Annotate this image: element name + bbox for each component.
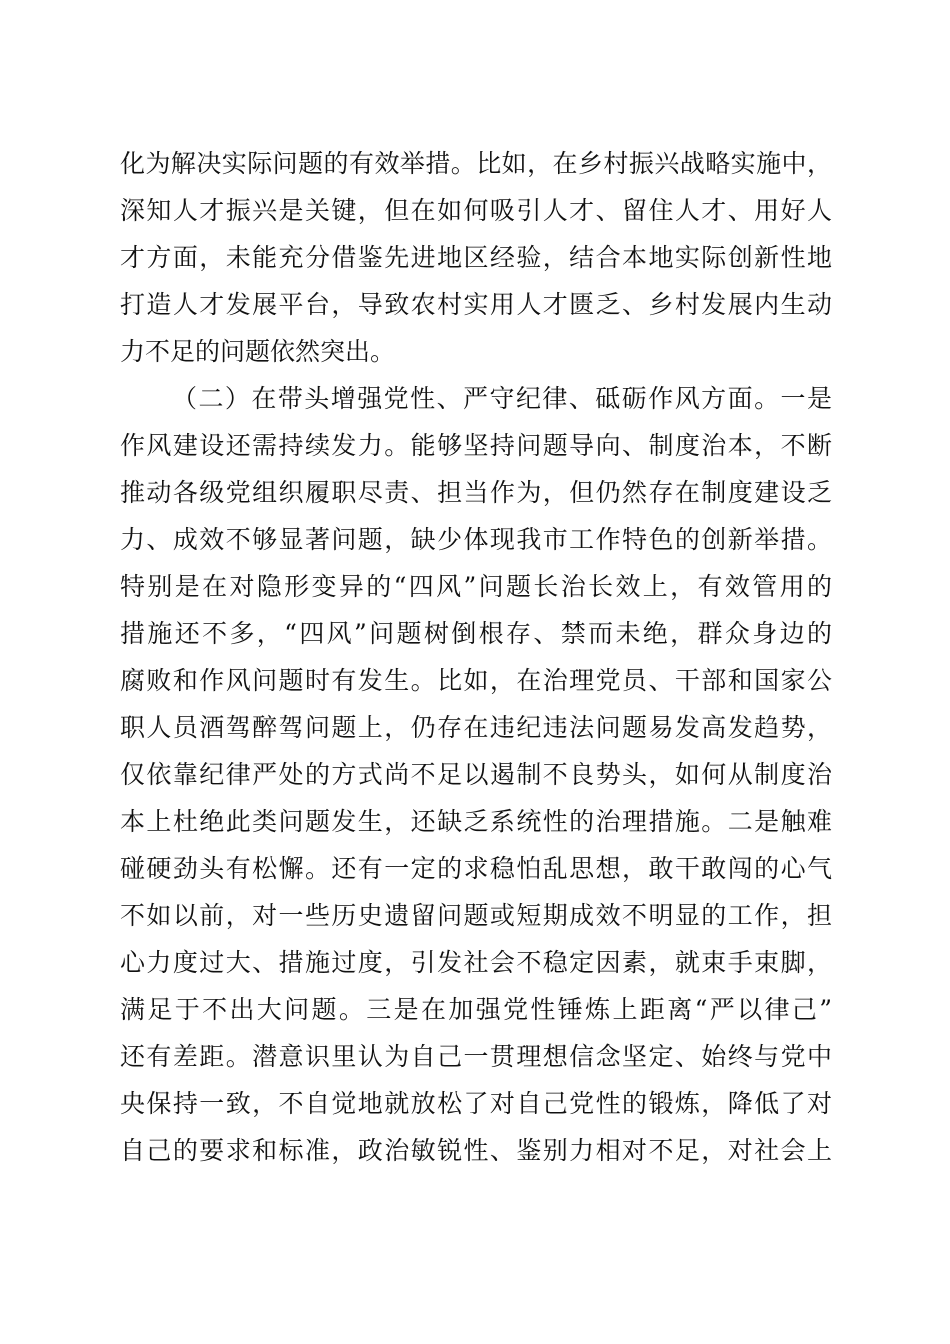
text-line: 腐败和作风问题时有发生。比如，在治理党员、干部和国家公 — [120, 666, 832, 695]
text-line: 打造人才发展平台，导致农村实用人才匮乏、乡村发展内生动 — [120, 290, 832, 319]
text-line: 化为解决实际问题的有效举措。比如，在乡村振兴战略实施中， — [120, 149, 832, 178]
text-line: 力、成效不够显著问题，缺少体现我市工作特色的创新举措。 — [120, 525, 832, 554]
paragraph-1 — [120, 140, 832, 375]
text-line: 还有差距。潜意识里认为自己一贯理想信念坚定、始终与党中 — [120, 1042, 832, 1071]
text-line: 力不足的问题依然突出。 — [120, 337, 396, 366]
paragraph-2 — [120, 375, 832, 1174]
text-line: 深知人才振兴是关键，但在如何吸引人才、留住人才、用好人 — [120, 196, 832, 225]
text-line: 仅依靠纪律严处的方式尚不足以遏制不良势头，如何从制度治 — [120, 760, 832, 789]
text-line: 作风建设还需持续发力。能够坚持问题导向、制度治本，不断 — [120, 431, 832, 460]
text-line: 不如以前，对一些历史遗留问题或短期成效不明显的工作，担 — [120, 901, 832, 930]
text-line: 碰硬劲头有松懈。还有一定的求稳怕乱思想，敢干敢闯的心气 — [120, 854, 832, 883]
text-line: 自己的要求和标准，政治敏锐性、鉴别力相对不足，对社会上 — [120, 1136, 832, 1165]
text-line: 推动各级党组织履职尽责、担当作为，但仍然存在制度建设乏 — [120, 478, 832, 507]
text-line: 职人员酒驾醉驾问题上，仍存在违纪违法问题易发高发趋势， — [120, 713, 832, 742]
document-body — [120, 140, 832, 1174]
section-heading-line: （二）在带头增强党性、严守纪律、砥砺作风方面。一是 — [172, 384, 832, 413]
text-line: 满足于不出大问题。三是在加强党性锤炼上距离“严以律己” — [120, 995, 832, 1024]
text-line: 央保持一致，不自觉地就放松了对自己党性的锻炼，降低了对 — [120, 1089, 832, 1118]
text-line: 特别是在对隐形变异的“四风”问题长治长效上，有效管用的 — [120, 572, 832, 601]
text-line: 措施还不多，“四风”问题树倒根存、禁而未绝，群众身边的 — [120, 619, 832, 648]
text-line: 本上杜绝此类问题发生，还缺乏系统性的治理措施。二是触难 — [120, 807, 832, 836]
text-line: 心力度过大、措施过度，引发社会不稳定因素，就束手束脚， — [120, 948, 832, 977]
text-line: 才方面，未能充分借鉴先进地区经验，结合本地实际创新性地 — [120, 243, 832, 272]
